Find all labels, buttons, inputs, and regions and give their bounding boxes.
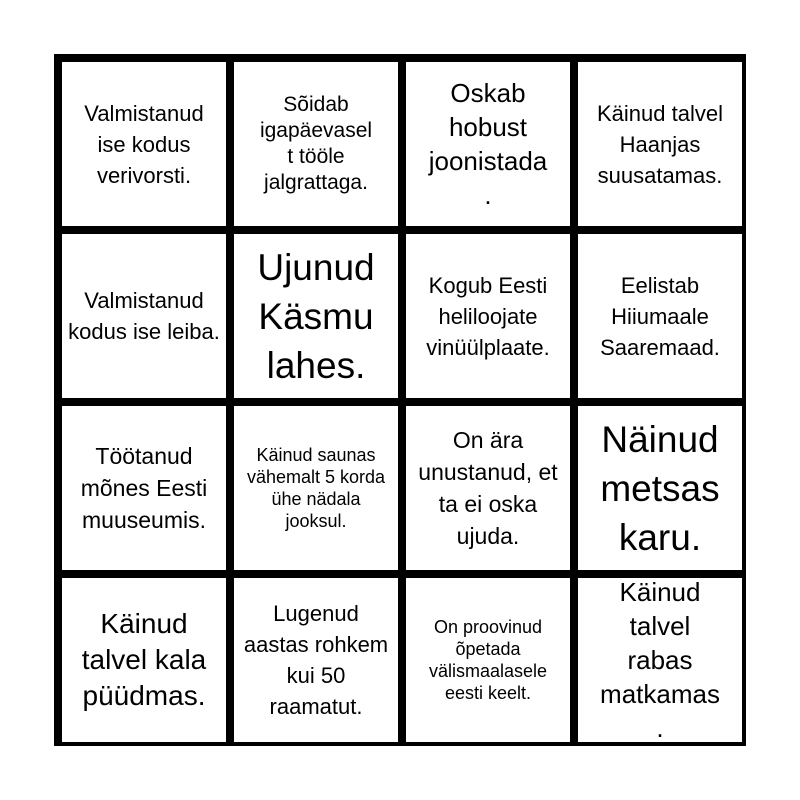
bingo-cell-r4c2[interactable] bbox=[234, 578, 398, 742]
bingo-cell-r4c3[interactable] bbox=[406, 578, 570, 742]
bingo-cell-r2c2[interactable] bbox=[234, 234, 398, 398]
bingo-cell-r3c3[interactable] bbox=[406, 406, 570, 570]
bingo-cell-r2c3[interactable] bbox=[406, 234, 570, 398]
bingo-cell-text: On proovinud õpetada välismaalasele eesti keelt. bbox=[428, 617, 548, 703]
bingo-cell-text: On ära unustanud, et ta ei oska ujuda. bbox=[418, 427, 558, 549]
bingo-cell-text: Käinud talvel Haanjas suusatamas. bbox=[597, 100, 723, 188]
bingo-cell-text: Käinud talvel kala püüdmas. bbox=[81, 608, 207, 711]
bingo-cell-text: Käinud saunas vähemalt 5 korda ühe nädala jooksul. bbox=[246, 445, 386, 531]
bingo-board bbox=[54, 54, 746, 746]
bingo-cell-text: Töötanud mõnes Eesti muuseumis. bbox=[80, 443, 208, 533]
bingo-cell-r2c4[interactable] bbox=[578, 234, 742, 398]
bingo-cell-r3c1[interactable] bbox=[62, 406, 226, 570]
bingo-cell-r2c1[interactable] bbox=[62, 234, 226, 398]
bingo-cell-text: Valmistanud ise kodus verivorsti. bbox=[84, 100, 204, 188]
bingo-cell-r4c4[interactable] bbox=[578, 578, 742, 742]
bingo-cell-r3c4[interactable] bbox=[578, 406, 742, 570]
bingo-cell-r1c3[interactable] bbox=[406, 62, 570, 226]
bingo-cell-text: Sõidab igapäevaselt tööle jalgrattaga. bbox=[259, 93, 373, 194]
bingo-cell-r4c1[interactable] bbox=[62, 578, 226, 742]
bingo-cell-text: Eelistab Hiiumaale Saaremaad. bbox=[600, 272, 720, 360]
bingo-cell-text: Kogub Eesti heliloojate vinüülplaate. bbox=[426, 272, 550, 360]
bingo-cell-r1c1[interactable] bbox=[62, 62, 226, 226]
bingo-cell-r1c4[interactable] bbox=[578, 62, 742, 226]
bingo-cell-text: Käinud talvel rabas matkamas. bbox=[600, 578, 720, 742]
bingo-cell-text: Valmistanud kodus ise leiba. bbox=[68, 288, 220, 344]
bingo-cell-text: Oskab hobust joonistada. bbox=[428, 78, 548, 210]
bingo-cell-text: Lugenud aastas rohkem kui 50 raamatut. bbox=[243, 601, 389, 719]
bingo-cell-text: Näinud metsas karu. bbox=[600, 418, 720, 558]
bingo-cell-r1c2[interactable] bbox=[234, 62, 398, 226]
bingo-cell-text: Ujunud Käsmu lahes. bbox=[257, 246, 375, 386]
bingo-cell-r3c2[interactable] bbox=[234, 406, 398, 570]
